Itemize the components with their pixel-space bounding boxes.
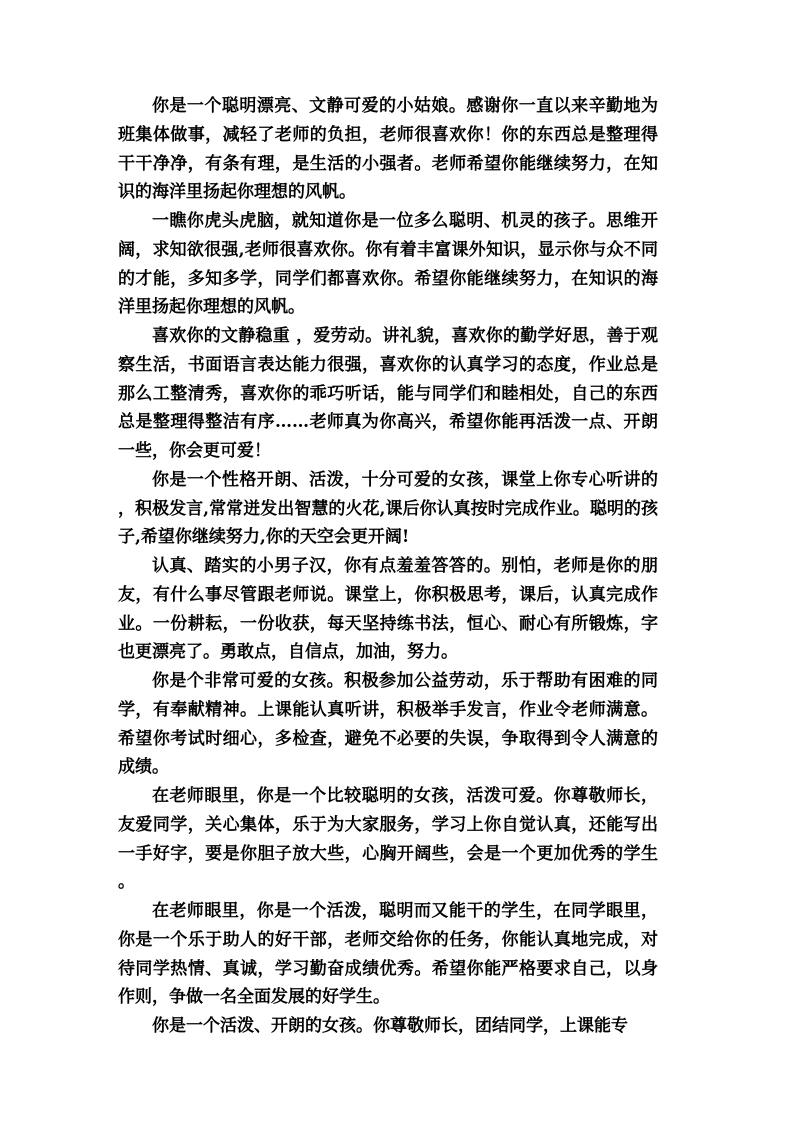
- document-body: [118, 92, 658, 1041]
- comment-paragraph-7: 在老师眼里，你是一个比较聪明的女孩，活泼可爱。你尊敬师长，友爱同学，关心集体，乐于为大家服务，学习上你自觉认真，还能写出一手好字，要是你胆子放大些，心胸开阔些，会是一个更加优秀的学生。: [118, 786, 658, 893]
- comment-paragraph-1: 你是一个聪明漂亮、文静可爱的小姑娘。感谢你一直以来辛勤地为班集体做事，减轻了老师的负担，老师很喜欢你！你的东西总是整理得干干净净，有条有理，是生活的小强者。老师希望你能继续努力，在知识的海洋里扬起你理想的风帆。: [118, 96, 658, 203]
- comment-paragraph-6: 你是个非常可爱的女孩。积极参加公益劳动，乐于帮助有困难的同学，有奉献精神。上课能认真听讲，积极举手发言，作业令老师满意。希望你考试时细心，多检查，避免不必要的失误，争取得到令人满意的成绩。: [118, 671, 658, 778]
- comment-paragraph-9: 你是一个活泼、开朗的女孩。你尊敬师长，团结同学，上课能专: [152, 1016, 628, 1036]
- comment-paragraph-2: 一瞧你虎头虎脑，就知道你是一位多么聪明、机灵的孩子。思维开阔，求知欲很强,老师很喜欢你。你有着丰富课外知识，显示你与众不同的才能，多知多学，同学们都喜欢你。希望你能继续努力，在知识的海洋里扬起你理想的风帆。: [118, 211, 658, 318]
- comment-paragraph-4: 你是一个性格开朗、活泼，十分可爱的女孩，课堂上你专心听讲的，积极发言,常常迸发出智慧的火花,课后你认真按时完成作业。聪明的孩子,希望你继续努力,你的天空会更开阔!: [118, 469, 658, 548]
- comment-paragraph-3: 喜欢你的文静稳重 ，爱劳动。讲礼貌，喜欢你的勤学好思，善于观察生活，书面语言表达能力很强，喜欢你的认真学习的态度，作业总是那么工整清秀，喜欢你的乖巧听话，能与同学们和睦相处，自己的东西总是整理得整洁有序……老师真为你高兴，希望你能再活泼一点、开朗一些，你会更可爱！: [118, 326, 658, 461]
- comment-paragraph-5: 认真、踏实的小男子汉，你有点羞羞答答的。别怕，老师是你的朋友，有什么事尽管跟老师说。课堂上，你积极思考，课后，认真完成作业。一份耕耘，一份收获，每天坚持练书法，恒心、耐心有所锻炼，字也更漂亮了。勇敢点，自信点，加油，努力。: [118, 556, 658, 663]
- comment-paragraph-8: 在老师眼里，你是一个活泼，聪明而又能干的学生，在同学眼里，你是一个乐于助人的好干部，老师交给你的任务，你能认真地完成，对待同学热情、真诚，学习勤奋成绩优秀。希望你能严格要求自己，以身作则，争做一名全面发展的好学生。: [118, 901, 658, 1008]
